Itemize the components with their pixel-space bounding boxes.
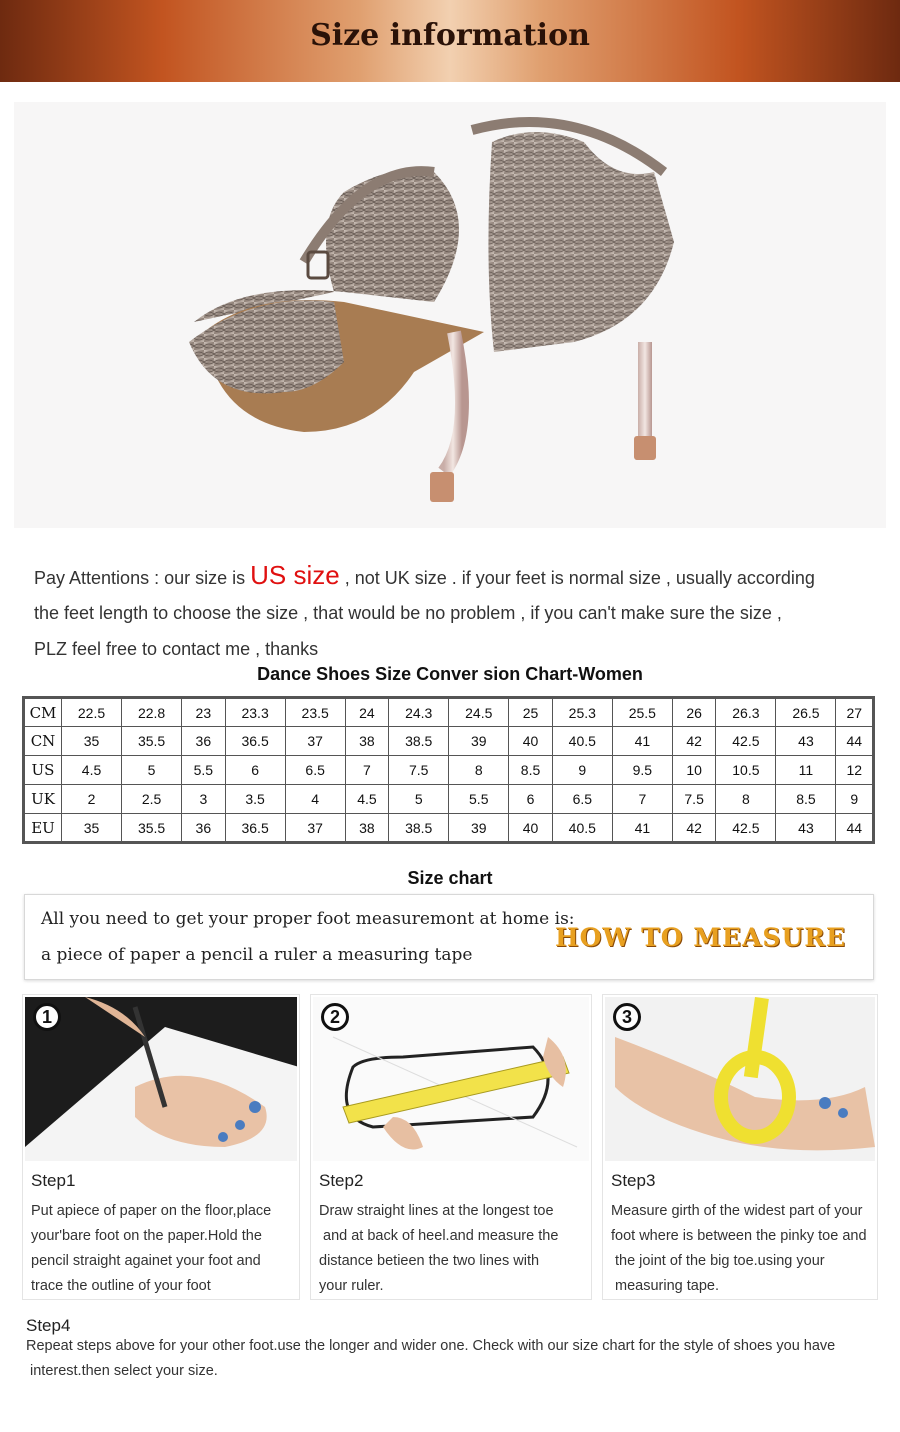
step-3-card: [602, 994, 878, 1300]
table-cell: 4.5: [345, 785, 389, 814]
step-3-line: foot where is between the pinky toe and: [611, 1228, 867, 1244]
table-cell: 26.5: [776, 698, 836, 727]
step-2-line: and at back of heel.and measure the: [323, 1228, 559, 1244]
table-cell: 6: [509, 785, 553, 814]
table-cell: 8.5: [776, 785, 836, 814]
table-cell: 24.5: [449, 698, 509, 727]
step-2-line: your ruler.: [319, 1278, 384, 1294]
step-2-card: [310, 994, 592, 1300]
step-3-title: Step3: [611, 1171, 656, 1190]
size-chart-title: Dance Shoes Size Conver sion Chart-Women: [257, 664, 643, 684]
table-cell: 40.5: [552, 814, 612, 843]
table-cell: 7.5: [672, 785, 716, 814]
table-cell: 40: [509, 727, 553, 756]
table-cell: 8: [449, 756, 509, 785]
us-size-highlight: US size: [250, 560, 340, 590]
row-header: US: [24, 756, 62, 785]
page-title: Size information: [310, 18, 590, 53]
table-cell: 10.5: [716, 756, 776, 785]
table-cell: 22.8: [122, 698, 182, 727]
table-cell: 39: [449, 727, 509, 756]
table-cell: 38.5: [389, 727, 449, 756]
table-cell: 35: [62, 727, 122, 756]
step-2-title: Step2: [319, 1171, 364, 1190]
row-header: CN: [24, 727, 62, 756]
step-1-line: your'bare foot on the paper.Hold the: [31, 1228, 262, 1244]
how-to-measure-heading: HOW TO MEASURE: [555, 923, 847, 952]
step-1-number: 1: [33, 1003, 61, 1031]
table-cell: 38.5: [389, 814, 449, 843]
table-cell: 11: [776, 756, 836, 785]
table-cell: 42: [672, 727, 716, 756]
row-header: CM: [24, 698, 62, 727]
table-cell: 25.3: [552, 698, 612, 727]
table-cell: 6.5: [285, 756, 345, 785]
ruler-icon: [313, 997, 589, 1161]
table-cell: 26.3: [716, 698, 776, 727]
table-row: [24, 727, 874, 756]
table-row: [24, 814, 874, 843]
table-cell: 7.5: [389, 756, 449, 785]
table-cell: 44: [836, 814, 874, 843]
step-2-line: Draw straight lines at the longest toe: [319, 1203, 554, 1219]
table-cell: 5.5: [182, 756, 226, 785]
table-cell: 35: [62, 814, 122, 843]
step-4-line: Repeat steps above for your other foot.use the longer and wider one. Check with our size chart for the style of shoes you have: [26, 1338, 836, 1354]
step-2-line: distance betieen the two lines with: [319, 1253, 540, 1269]
table-cell: 23.5: [285, 698, 345, 727]
table-cell: 7: [345, 756, 389, 785]
table-cell: 5.5: [449, 785, 509, 814]
step-1-line: Put apiece of paper on the floor,place: [31, 1203, 272, 1219]
table-cell: 37: [285, 814, 345, 843]
step-4-line: interest.then select your size.: [30, 1363, 218, 1379]
table-cell: 12: [836, 756, 874, 785]
table-cell: 26: [672, 698, 716, 727]
table-cell: 35.5: [122, 727, 182, 756]
table-cell: 3: [182, 785, 226, 814]
step-3-line: measuring tape.: [615, 1278, 719, 1294]
attention-line2: the feet length to choose the size , that would be no problem , if you can't make sure the size ,: [34, 603, 782, 623]
header-banner: [0, 0, 900, 82]
table-cell: 43: [776, 727, 836, 756]
step-2-number: 2: [321, 1003, 349, 1031]
table-cell: 7: [612, 785, 672, 814]
measure-intro-line2: a piece of paper a pencil a ruler a measuring tape: [41, 945, 473, 965]
product-photo: [14, 102, 886, 528]
table-cell: 6: [225, 756, 285, 785]
table-cell: 24.3: [389, 698, 449, 727]
step-1-title: Step1: [31, 1171, 76, 1190]
table-cell: 25: [509, 698, 553, 727]
table-cell: 42.5: [716, 727, 776, 756]
table-cell: 35.5: [122, 814, 182, 843]
attention-line3: PLZ feel free to contact me , thanks: [34, 639, 319, 659]
table-cell: 3.5: [225, 785, 285, 814]
size-conversion-table: [22, 696, 875, 844]
step-3-image: [605, 997, 875, 1161]
step-1-card: [22, 994, 300, 1300]
table-row: [24, 785, 874, 814]
table-cell: 22.5: [62, 698, 122, 727]
table-cell: 8: [716, 785, 776, 814]
table-cell: 41: [612, 727, 672, 756]
table-cell: 2.5: [122, 785, 182, 814]
table-cell: 5: [122, 756, 182, 785]
shoe-illustration: [14, 102, 886, 528]
table-cell: 2: [62, 785, 122, 814]
table-cell: 4: [285, 785, 345, 814]
step-1-description: [31, 1199, 291, 1299]
table-cell: 36.5: [225, 727, 285, 756]
table-cell: 36: [182, 727, 226, 756]
table-cell: 24: [345, 698, 389, 727]
attention-prefix: Pay Attentions : our size is: [34, 568, 246, 588]
table-cell: 25.5: [612, 698, 672, 727]
row-header: UK: [24, 785, 62, 814]
step-4-title: Step4: [26, 1316, 71, 1335]
measure-intro-box: [24, 894, 874, 980]
step-1-image: [25, 997, 297, 1161]
table-cell: 37: [285, 727, 345, 756]
table-cell: 43: [776, 814, 836, 843]
table-cell: 9.5: [612, 756, 672, 785]
size-chart-label: Size chart: [407, 868, 493, 888]
table-cell: 10: [672, 756, 716, 785]
table-cell: 27: [836, 698, 874, 727]
foot-trace-icon: [25, 997, 297, 1161]
step-1-line: trace the outline of your foot: [31, 1278, 211, 1294]
table-cell: 41: [612, 814, 672, 843]
measuring-tape-icon: [605, 997, 875, 1161]
step-3-line: the joint of the big toe.using your: [615, 1253, 825, 1269]
table-cell: 9: [836, 785, 874, 814]
table-row: [24, 698, 874, 727]
step-3-description: [611, 1199, 871, 1299]
attention-rest: , not UK size . if your feet is normal size , usually according: [344, 568, 815, 588]
table-cell: 9: [552, 756, 612, 785]
table-cell: 40.5: [552, 727, 612, 756]
table-cell: 36.5: [225, 814, 285, 843]
table-cell: 42: [672, 814, 716, 843]
table-cell: 40: [509, 814, 553, 843]
step-4-description: [26, 1334, 866, 1384]
table-cell: 23.3: [225, 698, 285, 727]
measure-intro-line1: All you need to get your proper foot measuremont at home is:: [41, 909, 575, 929]
table-row: [24, 756, 874, 785]
step-3-number: 3: [613, 1003, 641, 1031]
table-cell: 4.5: [62, 756, 122, 785]
step-2-image: [313, 997, 589, 1161]
table-cell: 42.5: [716, 814, 776, 843]
step-3-line: Measure girth of the widest part of your: [611, 1203, 863, 1219]
step-1-line: pencil straight againet your foot and: [31, 1253, 261, 1269]
table-cell: 44: [836, 727, 874, 756]
table-cell: 23: [182, 698, 226, 727]
table-cell: 5: [389, 785, 449, 814]
table-cell: 8.5: [509, 756, 553, 785]
table-cell: 36: [182, 814, 226, 843]
table-cell: 38: [345, 727, 389, 756]
table-cell: 39: [449, 814, 509, 843]
step-2-description: [319, 1199, 579, 1299]
table-cell: 6.5: [552, 785, 612, 814]
row-header: EU: [24, 814, 62, 843]
table-cell: 38: [345, 814, 389, 843]
